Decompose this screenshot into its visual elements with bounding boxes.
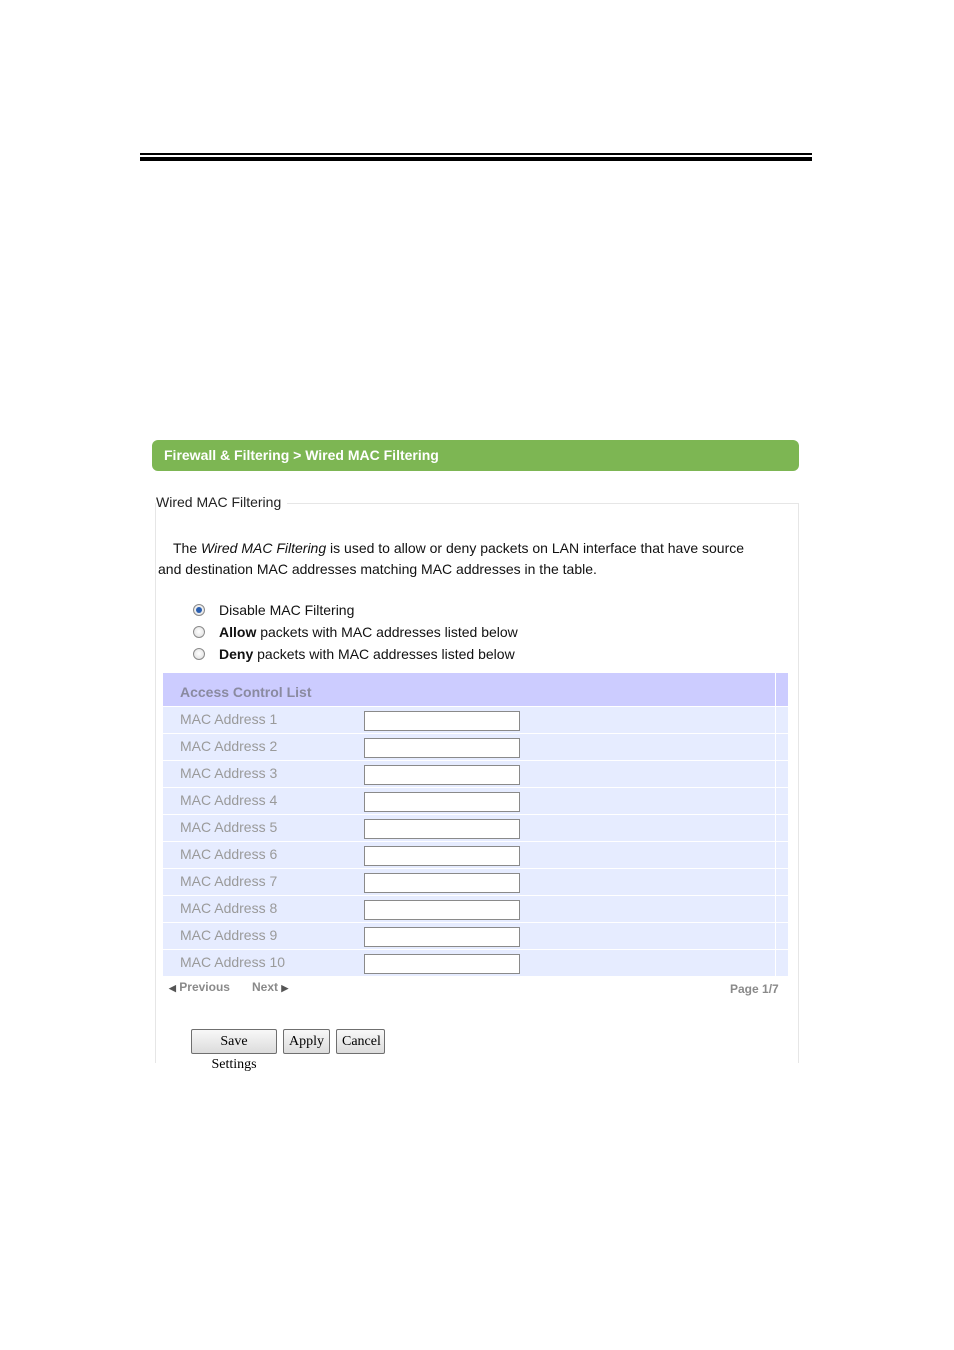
triangle-right-icon: ▶ (281, 983, 289, 993)
mac-address-3-input[interactable] (364, 765, 520, 785)
section-title: Wired MAC Filtering (156, 494, 287, 510)
radio-label-allow: packets with MAC addresses listed below (256, 624, 518, 640)
mac-address-4-input[interactable] (364, 792, 520, 812)
radio-option-disable[interactable] (193, 600, 354, 620)
table-row (163, 734, 788, 760)
mac-address-label: MAC Address 6 (180, 846, 278, 862)
radio-label-disable: Disable MAC Filtering (219, 602, 355, 618)
mac-address-label: MAC Address 10 (180, 954, 286, 970)
table-row (163, 950, 788, 976)
mac-address-label: MAC Address 3 (180, 765, 278, 781)
mac-address-label: MAC Address 8 (180, 900, 278, 916)
breadcrumb-bar (152, 440, 799, 471)
mac-address-8-input[interactable] (364, 900, 520, 920)
next-label: Next (252, 980, 279, 994)
radio-label-deny: packets with MAC addresses listed below (253, 646, 515, 662)
mac-address-label: MAC Address 5 (180, 819, 278, 835)
breadcrumb: Firewall & Filtering > Wired MAC Filtering (164, 447, 439, 463)
mac-address-9-input[interactable] (364, 927, 520, 947)
mac-address-10-input[interactable] (364, 954, 520, 974)
section-description (158, 538, 788, 580)
mac-address-label: MAC Address 4 (180, 792, 278, 808)
mac-address-label: MAC Address 9 (180, 927, 278, 943)
previous-page-link[interactable] (169, 980, 230, 994)
mac-address-1-input[interactable] (364, 711, 520, 731)
mac-address-2-input[interactable] (364, 738, 520, 758)
page-top-rule (140, 153, 812, 162)
save-settings-button[interactable]: Save Settings (191, 1029, 277, 1054)
radio-allow[interactable] (193, 626, 205, 638)
description-emphasis: Wired MAC Filtering (201, 540, 327, 556)
triangle-left-icon: ◀ (169, 983, 176, 993)
acl-title: Access Control List (180, 684, 312, 700)
mac-address-label: MAC Address 7 (180, 873, 278, 889)
mac-address-6-input[interactable] (364, 846, 520, 866)
radio-label-deny-bold: Deny (219, 646, 254, 662)
description-prefix: The (173, 540, 202, 556)
table-row (163, 923, 788, 949)
table-row (163, 761, 788, 787)
table-row (163, 815, 788, 841)
apply-button[interactable]: Apply (283, 1029, 330, 1054)
previous-label: Previous (179, 980, 230, 994)
description-line1: is used to allow or deny packets on LAN interface that have source (326, 540, 745, 556)
table-row (163, 788, 788, 814)
table-row (163, 707, 788, 733)
cancel-button[interactable]: Cancel (336, 1029, 385, 1054)
next-page-link[interactable] (252, 980, 288, 994)
page-indicator: Page 1/7 (730, 982, 779, 996)
radio-disable[interactable] (193, 604, 205, 616)
radio-option-deny[interactable] (193, 644, 515, 664)
description-line2: and destination MAC addresses matching MAC addresses in the table. (158, 561, 597, 577)
mac-address-label: MAC Address 2 (180, 738, 278, 754)
table-row (163, 842, 788, 868)
table-row (163, 896, 788, 922)
mac-address-5-input[interactable] (364, 819, 520, 839)
radio-deny[interactable] (193, 648, 205, 660)
mac-address-label: MAC Address 1 (180, 711, 278, 727)
acl-header (163, 673, 788, 706)
mac-address-7-input[interactable] (364, 873, 520, 893)
radio-label-allow-bold: Allow (219, 624, 257, 640)
table-row (163, 869, 788, 895)
radio-option-allow[interactable] (193, 622, 518, 642)
